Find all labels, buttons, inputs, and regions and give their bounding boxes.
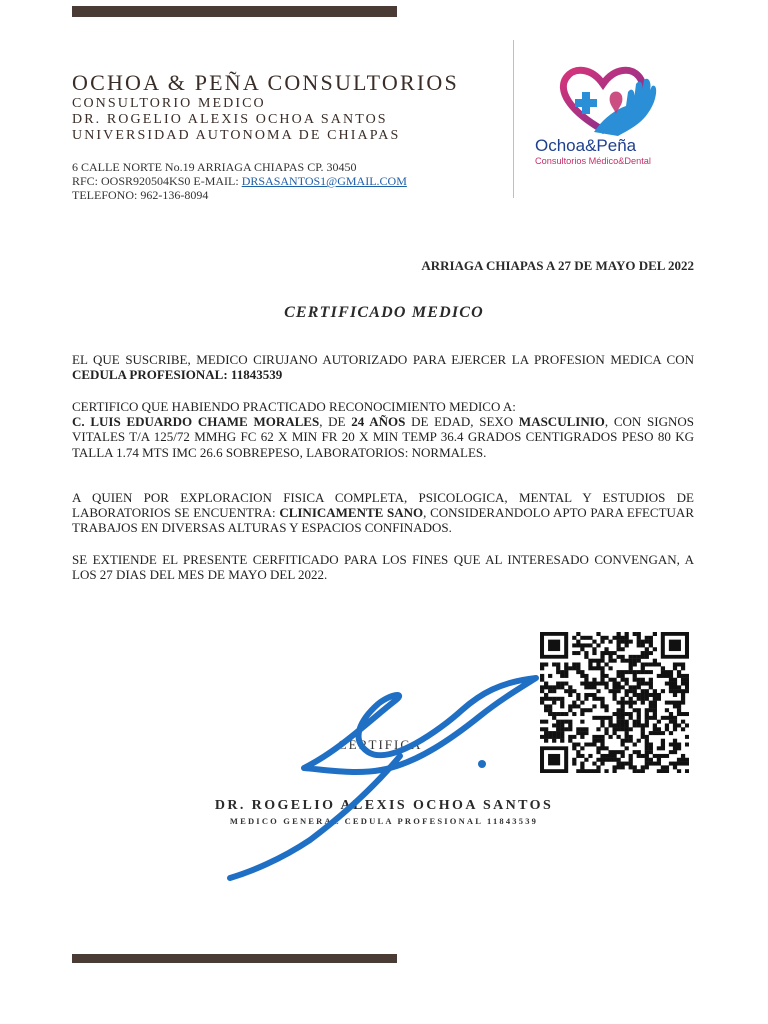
date-line: ARRIAGA CHIAPAS A 27 DE MAYO DEL 2022 (421, 258, 694, 273)
header-line-university: UNIVERSIDAD AUTONOMA DE CHIAPAS (72, 128, 401, 143)
logo-tagline: Consultorios Médico&Dental (535, 156, 651, 166)
email-link[interactable]: DRSASANTOS1@GMAIL.COM (241, 174, 407, 188)
p2-vitals: , CON SIGNOS VITALES T/A 125/72 MMHG FC 62 X MIN FR 20 X MIN TEMP 36.4 GRADOS CENTIGRADOS PESO 80 KG TALLA 1.74 MTS IMC 26.6 SOBREPESO, LABORATORIOS: NORMALES. (72, 414, 694, 460)
paragraph-closing: SE EXTIENDE EL PRESENTE CERFITICADO PARA LOS FINES QUE AL INTERESADO CONVENGAN, A LOS 27 DIAS DEL MES DE MAYO DEL 2022. (72, 552, 694, 583)
patient-sex: MASCULINIO (518, 414, 605, 430)
org-name: OCHOA & PEÑA CONSULTORIOS (72, 70, 459, 95)
handwritten-signature (200, 660, 560, 890)
p2-t1: , DE (319, 414, 352, 430)
header-line-doctor: DR. ROGELIO ALEXIS OCHOA SANTOS (72, 112, 388, 127)
paragraph-patient (72, 399, 694, 460)
p2-t2: DE EDAD, SEXO (405, 414, 519, 430)
p1-cedula: CEDULA PROFESIONAL: 11843539 (72, 367, 283, 383)
phone: TELEFONO: 962-136-8094 (72, 188, 209, 202)
bottom-divider-bar (72, 954, 397, 963)
signer-credentials: MEDICO GENERAL CEDULA PROFESIONAL 11843539 (229, 816, 539, 826)
result-status: CLINICAMENTE SANO (279, 505, 424, 521)
signer-name: DR. ROGELIO ALEXIS OCHOA SANTOS (214, 798, 554, 813)
top-divider-bar (72, 6, 397, 17)
document-title: CERTIFICADO MEDICO (284, 304, 484, 321)
p3-t1: A QUIEN POR EXPLORACION FISICA COMPLETA, PSICOLOGICA, MENTAL Y ESTUDIOS DE LABORATORIOS SE ENCUENTRA: (72, 490, 694, 521)
qr-code-icon[interactable] (540, 632, 689, 773)
paragraph-authorization (72, 352, 694, 382)
paragraph-result (72, 490, 694, 536)
address: 6 CALLE NORTE No.19 ARRIAGA CHIAPAS CP. 30450 (72, 160, 357, 174)
p3-t2: , CONSIDERANDOLO APTO PARA EFECTUAR TRABAJOS EN DIVERSAS ALTURAS Y ESPACIOS CONFINADOS. (72, 505, 694, 536)
patient-name: C. LUIS EDUARDO CHAME MORALES (72, 414, 320, 430)
certify-label: CERTIFICA (338, 737, 423, 752)
header-line-consultorio: CONSULTORIO MEDICO (72, 96, 266, 111)
header-separator (513, 40, 514, 198)
rfc-email-line (72, 174, 407, 189)
logo-name: Ochoa&Peña (535, 136, 637, 155)
p1-text: EL QUE SUSCRIBE, MEDICO CIRUJANO AUTORIZADO PARA EJERCER LA PROFESION MEDICA CON (72, 352, 694, 367)
patient-age: 24 AÑOS (351, 414, 406, 430)
p2-intro: CERTIFICO QUE HABIENDO PRACTICADO RECONOCIMIENTO MEDICO A: (72, 399, 516, 414)
rfc-label: RFC: OOSR920504KS0 E-MAIL: (72, 174, 242, 188)
